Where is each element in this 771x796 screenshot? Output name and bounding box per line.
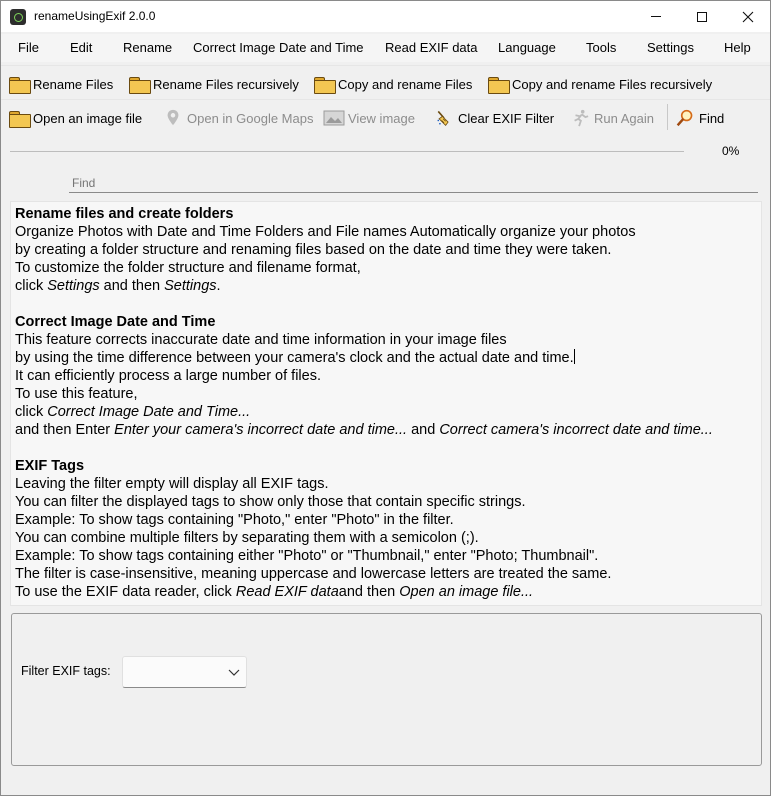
title-bar[interactable] — [1, 1, 770, 32]
help-text: and then Enter — [15, 422, 115, 438]
help-line: by creating a folder structure and renaming files based on the date and time they were taken. — [15, 242, 612, 258]
help-line: Organize Photos with Date and Time Folders and File names Automatically organize your photos — [15, 224, 636, 240]
clear-filter-button[interactable] — [433, 108, 554, 128]
menu-tools[interactable]: Tools — [586, 40, 617, 55]
map-pin-icon — [162, 109, 184, 127]
help-emphasis: Settings — [164, 278, 217, 294]
section-heading-correct-date: Correct Image Date and Time — [15, 314, 216, 330]
maximize-icon — [697, 12, 707, 22]
copy-rename-button[interactable] — [313, 74, 472, 94]
section-heading-exif-tags: EXIF Tags — [15, 458, 85, 474]
filter-exif-label: Filter EXIF tags: — [21, 664, 111, 678]
blank-line — [15, 439, 757, 457]
help-line: This feature corrects inaccurate date and time information in your image files — [15, 332, 507, 348]
blank-line — [15, 295, 757, 313]
help-emphasis: Read EXIF data — [235, 584, 339, 600]
help-text: and then — [99, 278, 165, 294]
help-line: Leaving the filter empty will display all EXIF tags. — [15, 476, 329, 492]
find-button[interactable] — [674, 108, 724, 128]
find-input[interactable] — [69, 173, 758, 193]
copy-rename-recursive-label: Copy and rename Files recursively — [512, 76, 713, 92]
text-caret — [574, 349, 575, 364]
toolbar-separator — [667, 104, 668, 130]
view-image-label: View image — [348, 110, 415, 126]
help-emphasis: Settings — [47, 278, 100, 294]
magnifier-icon — [674, 109, 696, 127]
run-again-button[interactable] — [569, 108, 654, 128]
help-line — [15, 403, 757, 421]
folder-icon — [8, 110, 30, 126]
help-text-area[interactable] — [10, 201, 762, 606]
open-maps-label: Open in Google Maps — [187, 110, 314, 126]
minimize-icon — [651, 16, 661, 17]
image-icon — [323, 109, 345, 127]
rename-files-button[interactable] — [8, 74, 113, 94]
help-line: To customize the folder structure and filename format, — [15, 260, 361, 276]
help-line — [15, 583, 757, 601]
exif-filter-panel — [11, 613, 762, 766]
help-line: The filter is case-insensitive, meaning uppercase and lowercase letters are treated the same. — [15, 566, 612, 582]
run-again-label: Run Again — [594, 110, 654, 126]
help-line: To use this feature, — [15, 386, 138, 402]
close-icon — [742, 11, 754, 23]
help-text: by using the time difference between your camera's clock and the actual date and time. — [15, 350, 574, 366]
rename-recursive-label: Rename Files recursively — [153, 76, 299, 92]
help-emphasis: Open an image file... — [399, 584, 534, 600]
folder-icon — [487, 76, 509, 92]
help-text: click — [15, 278, 48, 294]
folder-icon — [128, 76, 150, 92]
help-line: Example: To show tags containing either "Photo" or "Thumbnail," enter "Photo; Thumbnail". — [15, 548, 599, 564]
find-label: Find — [699, 110, 725, 126]
menu-edit[interactable]: Edit — [70, 40, 93, 55]
help-line: Example: To show tags containing "Photo," enter "Photo" in the filter. — [15, 512, 454, 528]
view-image-button[interactable] — [323, 108, 415, 128]
filter-exif-combobox[interactable] — [122, 656, 247, 688]
minimize-button[interactable] — [633, 1, 679, 32]
open-image-button[interactable] — [8, 108, 142, 128]
toolbar-rename — [1, 65, 770, 99]
app-logo-icon — [10, 9, 26, 25]
rename-recursive-button[interactable] — [128, 74, 299, 94]
window-title: renameUsingExif 2.0.0 — [34, 9, 156, 23]
help-line: You can combine multiple filters by separating them with a semicolon (;). — [15, 530, 479, 546]
runner-icon — [569, 109, 591, 127]
menu-correct-date[interactable]: Correct Image Date and Time — [193, 40, 364, 55]
maximize-button[interactable] — [679, 1, 725, 32]
copy-rename-label: Copy and rename Files — [338, 76, 473, 92]
clear-filter-label: Clear EXIF Filter — [458, 110, 555, 126]
progress-bar — [10, 148, 684, 154]
broom-icon — [433, 109, 455, 127]
help-line — [15, 421, 757, 439]
rename-files-label: Rename Files — [33, 76, 114, 92]
help-emphasis: Enter your camera's incorrect date and time... — [114, 422, 408, 438]
open-image-label: Open an image file — [33, 110, 143, 126]
help-line: You can filter the displayed tags to show only those that contain specific strings. — [15, 494, 526, 510]
help-text: and — [407, 422, 440, 438]
menu-rename[interactable]: Rename — [123, 40, 173, 55]
open-maps-button[interactable] — [162, 108, 313, 128]
folder-icon — [8, 76, 30, 92]
toolbar-exif — [1, 99, 770, 133]
menu-help[interactable]: Help — [724, 40, 751, 55]
help-text: and then — [338, 584, 400, 600]
copy-rename-recursive-button[interactable] — [487, 74, 712, 94]
help-line — [15, 349, 757, 367]
progress-track — [10, 151, 684, 152]
help-text: click — [15, 404, 48, 420]
help-line — [15, 277, 757, 295]
help-text: . — [216, 278, 221, 294]
menu-settings[interactable]: Settings — [647, 40, 694, 55]
help-emphasis: Correct Image Date and Time... — [47, 404, 251, 420]
menu-read-exif[interactable]: Read EXIF data — [385, 40, 478, 55]
help-line: It can efficiently process a large number of files. — [15, 368, 321, 384]
help-text: To use the EXIF data reader, click — [15, 584, 236, 600]
menu-bar — [1, 34, 770, 62]
menu-file[interactable]: File — [18, 40, 39, 55]
close-button[interactable] — [725, 1, 771, 32]
section-heading-rename: Rename files and create folders — [15, 206, 234, 222]
progress-percent: 0% — [722, 144, 740, 158]
chevron-down-icon — [228, 667, 240, 677]
help-emphasis: Correct camera's incorrect date and time... — [439, 422, 713, 438]
menu-language[interactable]: Language — [498, 40, 556, 55]
folder-icon — [313, 76, 335, 92]
